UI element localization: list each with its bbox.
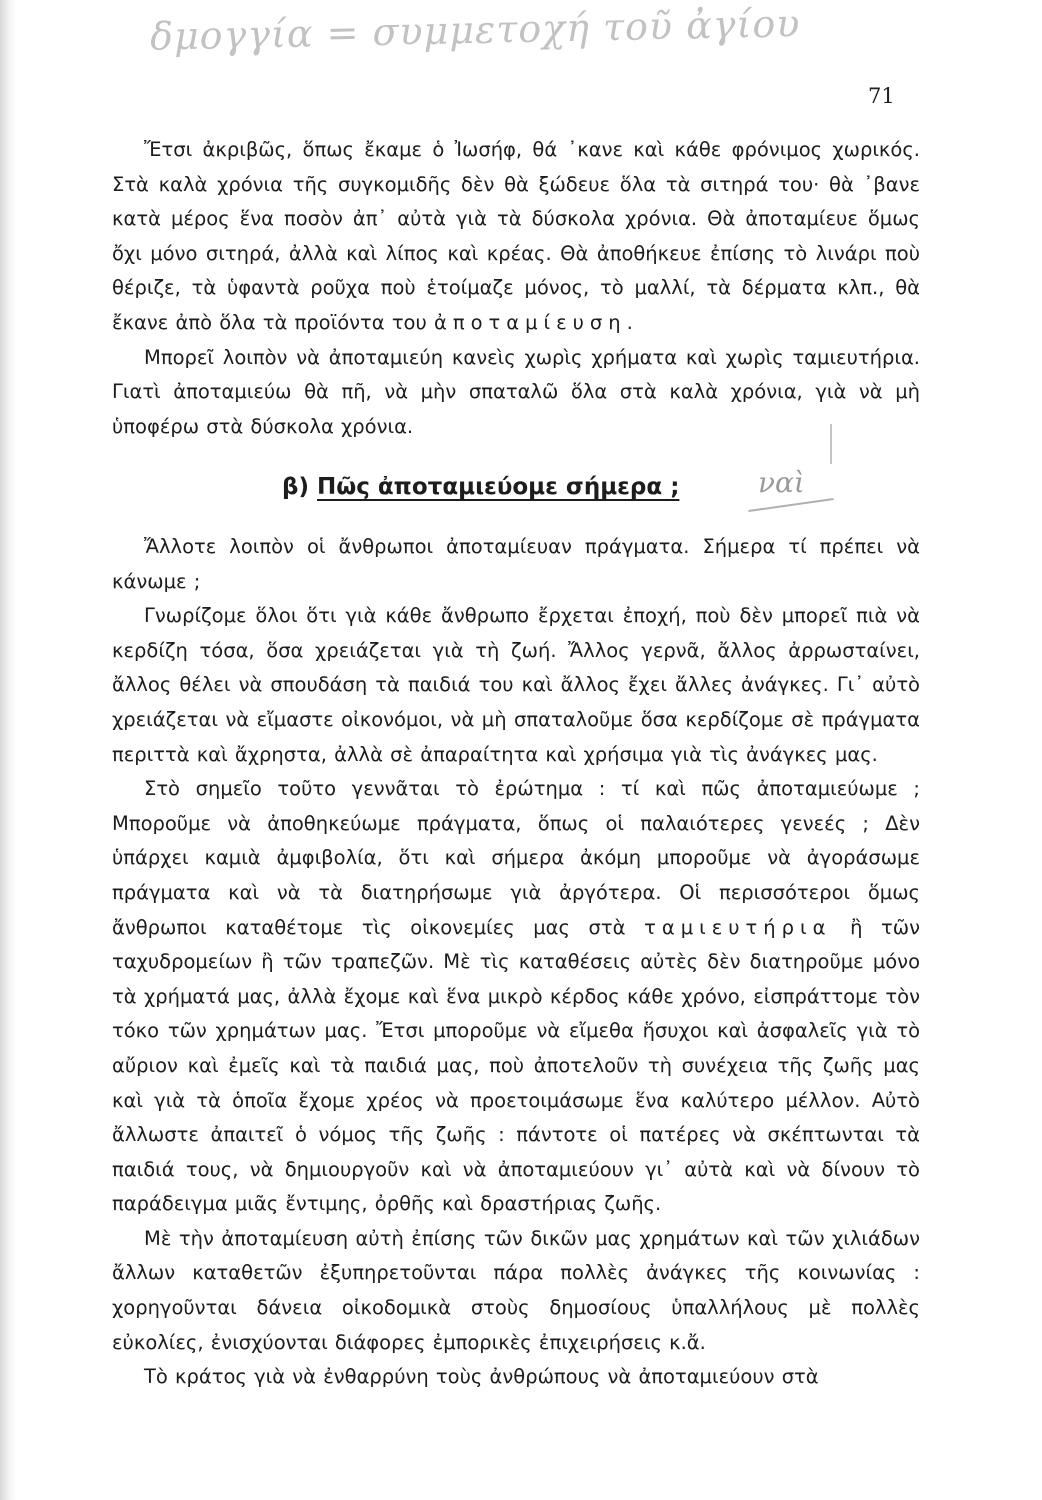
paragraph: Ἄλλοτε λοιπὸν οἱ ἄνθρωποι ἀποταμίευαν πράγματα. Σήμερα τί πρέπει νὰ κάνωμε ; — [112, 535, 920, 593]
paragraph: Τὸ κράτος γιὰ νὰ ἐνθαρρύνη τοὺς ἀνθρώπους νὰ ἀποταμιεύουν στὰ — [144, 1365, 819, 1389]
scan-shadow-edge — [0, 0, 16, 1500]
section-body — [112, 530, 920, 1395]
paragraph — [112, 133, 920, 341]
paragraph-text: ἢ τῶν ταχυδρομείων ἢ τῶν τραπεζῶν. Μὲ τὶς καταθέσεις αὐτὲς δὲν διατηροῦμε μόνο τὰ χρήματά μας, ἀλλὰ ἔχομε καὶ ἕνα μικρὸ κέρδος κάθε χρόνο, εἰσπράττομε τὸν τόκο τῶν χρημάτων μας. Ἔτσι μποροῦμε νὰ εἴμεθα ἥσυχοι καὶ ἀσφαλεῖς γιὰ τὸ αὔριον καὶ ἐμεῖς καὶ τὰ παιδιά μας, ποὺ ἀποτελοῦν τὴ συνέχεια τῆς ζωῆς μας καὶ γιὰ τὰ ὁποῖα ἔχομε χρέος νὰ προετοιμάσωμε ἕνα καλύτερο μέλλον. Αὐτὸ ἄλλωστε ἀπαιτεῖ ὁ νόμος τῆς ζωῆς : πάντοτε οἱ πατέρες νὰ σκέπτωνται τὰ παιδιά τους, νὰ δημιουργοῦν καὶ νὰ ἀποταμιεύουν γι᾿ αὐτὰ καὶ νὰ δίνουν τὸ παράδειγμα μιᾶς ἔντιμης, ὀρθῆς καὶ δραστήριας ζωῆς. — [112, 915, 920, 1216]
margin-note: ναὶ — [758, 466, 805, 499]
paragraph: Γνωρίζομε ὅλοι ὅτι γιὰ κάθε ἄνθρωπο ἔρχεται ἐποχή, ποὺ δὲν μπορεῖ πιὰ νὰ κερδίζη τόσα, ὅσα χρειάζεται γιὰ τὴ ζωή. Ἄλλος γερνᾶ, ἄλλος ἀρρωσταίνει, ἄλλος θέλει νὰ σπουδάση τὰ παιδιά του καὶ ἄλλος ἔχει ἄλλες ἀνάγκες. Γι᾿ αὐτὸ χρειάζεται νὰ εἴμαστε οἰκονόμοι, νὰ μὴ σπαταλοῦμε ὅσα κερδίζομε σὲ πράγματα περιττὰ καὶ ἄχρηστα, ἀλλὰ σὲ ἀπαραίτητα καὶ χρήσιμα γιὰ τὶς ἀνάγκες μας. — [112, 604, 920, 766]
heading-title: Πῶς ἀποταμιεύομε σήμερα ; — [317, 474, 680, 500]
handwritten-annotation: δμογγία = συμμετοχή τοῦ ἀγίου — [149, 1, 801, 59]
paragraph: Μὲ τὴν ἀποταμίευση αὐτὴ ἐπίσης τῶν δικῶν μας χρημάτων καὶ τῶν χιλιάδων ἄλλων καταθετῶν ἐξυπηρετοῦνται πάρα πολλὲς ἀνάγκες τῆς κοινωνίας : χορηγοῦνται δάνεια οἰκοδομικὰ στοὺς δημοσίους ὑπαλλήλους μὲ πολλὲς εὐκολίες, ἐνισχύονται διάφορες ἐμπορικὲς ἐπιχειρήσεις κ.ἄ. — [112, 1226, 920, 1354]
paragraph-text: Στὸ σημεῖο τοῦτο γεννᾶται τὸ ἐρώτημα : τί καὶ πῶς ἀποταμιεύωμε ; Μποροῦμε νὰ ἀποθηκεύωμε πράγματα, ὅπως οἱ παλαιότερες γενεές ; Δὲν ὑπάρχει καμιὰ ἀμφιβολία, ὅτι καὶ σήμερα ἀκόμη μποροῦμε νὰ ἀγοράσωμε πράγματα καὶ νὰ τὰ διατηρήσωμε γιὰ ἀργότερα. Οἱ περισσότεροι ὅμως ἄνθρωποι καταθέτομε τὶς οἰκονεμίες μας στὰ — [112, 777, 920, 939]
page-number: 71 — [868, 84, 895, 108]
margin-pencil-mark — [830, 424, 832, 464]
paragraph: Μπορεῖ λοιπὸν νὰ ἀποταμιεύη κανεὶς χωρὶς χρήματα καὶ χωρὶς ταμιευτήρια. Γιατὶ ἀποταμιεύω θὰ πῆ, νὰ μὴν σπαταλῶ ὅλα στὰ καλὰ χρόνια, γιὰ νὰ μὴ ὑποφέρω στὰ δύσκολα χρόνια. — [112, 345, 920, 438]
section-intro — [112, 133, 920, 444]
paragraph — [112, 772, 920, 1222]
heading-prefix: β) — [282, 474, 309, 500]
section-heading — [282, 474, 679, 500]
spaced-emphasis: ἀποταμίευση. — [433, 310, 639, 334]
spaced-emphasis: ταμιευτήρια — [644, 915, 832, 939]
paragraph-text: Ἔτσι ἀκριβῶς, ὅπως ἔκαμε ὁ Ἰωσήφ, θά ᾿κανε καὶ κάθε φρόνιμος χωρικός. Στὰ καλὰ χρόνια τῆς συγκομιδῆς δὲν θὰ ξώδευε ὅλα τὰ σιτηρά του· θὰ ᾿βανε κατὰ μέρος ἕνα ποσὸν ἀπ᾿ αὐτὰ γιὰ τὰ δύσκολα χρόνια. Θὰ ἀποταμίευε ὅμως ὄχι μόνο σιτηρά, ἀλλὰ καὶ λίπος καὶ κρέας. Θὰ ἀποθήκευε ἐπίσης τὸ λινάρι ποὺ θέριζε, τὰ ὑφαντὰ ροῦχα ποὺ ἑτοίμαζε μόνος, τὸ μαλλί, τὰ δέρματα κλπ., θὰ ἔκανε ἀπὸ ὅλα τὰ προϊόντα του — [112, 138, 920, 334]
margin-pencil-stroke — [748, 498, 833, 512]
